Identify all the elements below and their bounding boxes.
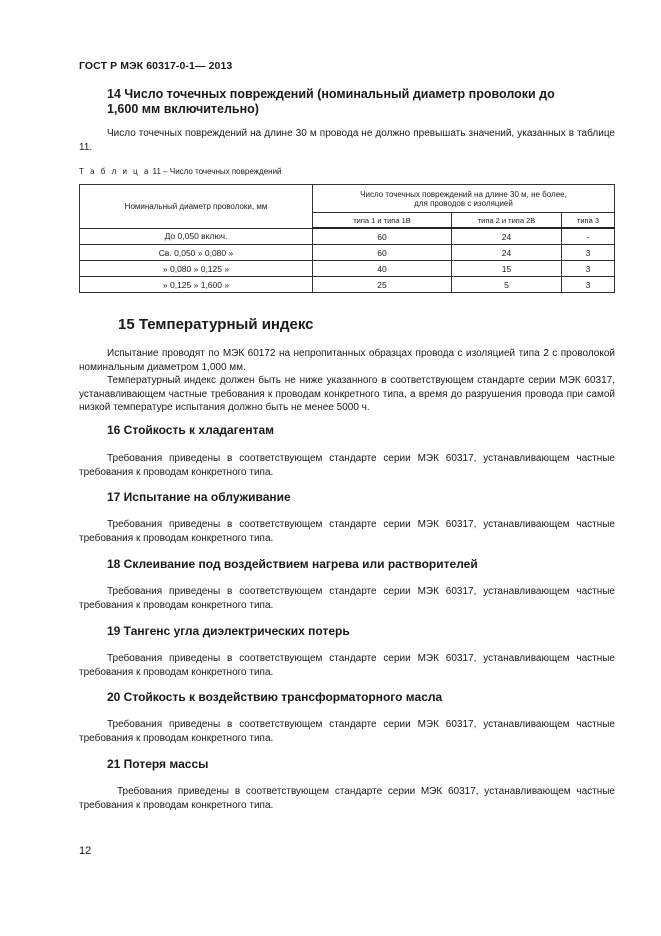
section-16-text-block	[79, 452, 615, 479]
table-header-type1: типа 1 и типа 1В	[313, 213, 452, 229]
table-cell-type3: -	[562, 228, 615, 245]
section-17-heading: 17 Испытание на облуживание	[107, 490, 291, 504]
table-cell-type2: 24	[452, 245, 562, 261]
section-21-text-block	[79, 785, 615, 812]
table-cell-diameter: » 0,125 » 1,600 »	[80, 277, 313, 293]
table-cell-type2: 15	[452, 261, 562, 277]
table-cell-type2: 24	[452, 228, 562, 245]
section-19-text-block	[79, 652, 615, 679]
section-20-text-block	[79, 718, 615, 745]
section-14-text-block	[79, 127, 615, 154]
table-cell-type2: 5	[452, 277, 562, 293]
table-header-group	[313, 185, 615, 213]
table-row	[80, 228, 615, 245]
section-16-text: Требования приведены в соответствующем стандарте серии МЭК 60317, устанавливающем частные требования к проводам конкретного типа.	[79, 453, 615, 478]
section-20-heading: 20 Стойкость к воздействию трансформаторного масла	[107, 690, 443, 704]
section-18-text-block	[79, 585, 615, 612]
table-cell-type1: 40	[313, 261, 452, 277]
table-cell-type1: 60	[313, 228, 452, 245]
table-cell-diameter: До 0,050 включ.	[80, 228, 313, 245]
table-caption-text: 11 – Число точечных повреждений	[152, 167, 282, 176]
pinhole-table	[79, 184, 615, 293]
table-cell-diameter: Св. 0,050 » 0,080 »	[80, 245, 313, 261]
section-14-heading	[107, 87, 607, 117]
table-header-diameter: Номинальный диаметр проволоки, мм	[80, 185, 313, 229]
section-17-text-block	[79, 518, 615, 545]
section-16-heading: 16 Стойкость к хладагентам	[107, 423, 275, 437]
table-cell-type3: 3	[562, 261, 615, 277]
section-17-text: Требования приведены в соответствующем стандарте серии МЭК 60317, устанавливающем частные требования к проводам конкретного типа.	[79, 519, 615, 544]
table-cell-type1: 60	[313, 245, 452, 261]
table-cell-type1: 25	[313, 277, 452, 293]
section-21-heading: 21 Потеря массы	[107, 757, 209, 771]
section-14-text: Число точечных повреждений на длине 30 м провода не должно превышать значений, указанных в таблице 11.	[79, 128, 615, 153]
table-caption	[79, 167, 282, 176]
section-15-paragraph-2: Температурный индекс должен быть не ниже указанного в соответствующем стандарте серии МЭК 60317, устанавливающем частные требования к проводам конкретного типа, а время до разрушения провода при самой низкой температуре испытания должно быть не менее 5000 ч.	[79, 375, 615, 414]
table-row	[80, 245, 615, 261]
section-20-text: Требования приведены в соответствующем стандарте серии МЭК 60317, устанавливающем частные требования к проводам конкретного типа.	[79, 719, 615, 744]
table-header-type3: типа 3	[562, 213, 615, 229]
page-number: 12	[79, 845, 92, 857]
section-21-text: Требования приведены в соответствующем стандарте серии МЭК 60317, устанавливающем частные требования к проводам конкретного типа.	[79, 786, 615, 811]
table-caption-prefix: Т а б л и ц а	[79, 167, 151, 176]
table-header-type2: типа 2 и типа 2В	[452, 213, 562, 229]
table-cell-diameter: » 0,080 » 0,125 »	[80, 261, 313, 277]
table-header-group-line2: для проводов с изоляцией	[414, 198, 513, 208]
table-row	[80, 261, 615, 277]
section-14-title-line2: 1,600 мм включительно)	[107, 102, 259, 116]
section-18-heading: 18 Склеивание под воздействием нагрева или растворителей	[107, 557, 478, 571]
section-19-text: Требования приведены в соответствующем стандарте серии МЭК 60317, устанавливающем частные требования к проводам конкретного типа.	[79, 653, 615, 678]
section-18-text: Требования приведены в соответствующем стандарте серии МЭК 60317, устанавливающем частные требования к проводам конкретного типа.	[79, 586, 615, 611]
section-15-heading: 15 Температурный индекс	[118, 316, 314, 333]
section-19-heading: 19 Тангенс угла диэлектрических потерь	[107, 624, 350, 638]
section-15-paragraph-1: Испытание проводят по МЭК 60172 на непропитанных образцах провода с изоляцией типа 2 с проволокой номинальным диаметром 1,000 мм.	[79, 348, 615, 373]
table-row	[80, 277, 615, 293]
table-header-group-line1: Число точечных повреждений на длине 30 м, не более,	[360, 189, 567, 199]
table-cell-type3: 3	[562, 277, 615, 293]
standard-header: ГОСТ Р МЭК 60317-0-1— 2013	[79, 60, 233, 72]
section-14-title-line1: 14 Число точечных повреждений (номинальный диаметр проволоки до	[107, 87, 555, 101]
section-15-text-block	[79, 347, 615, 415]
table-cell-type3: 3	[562, 245, 615, 261]
